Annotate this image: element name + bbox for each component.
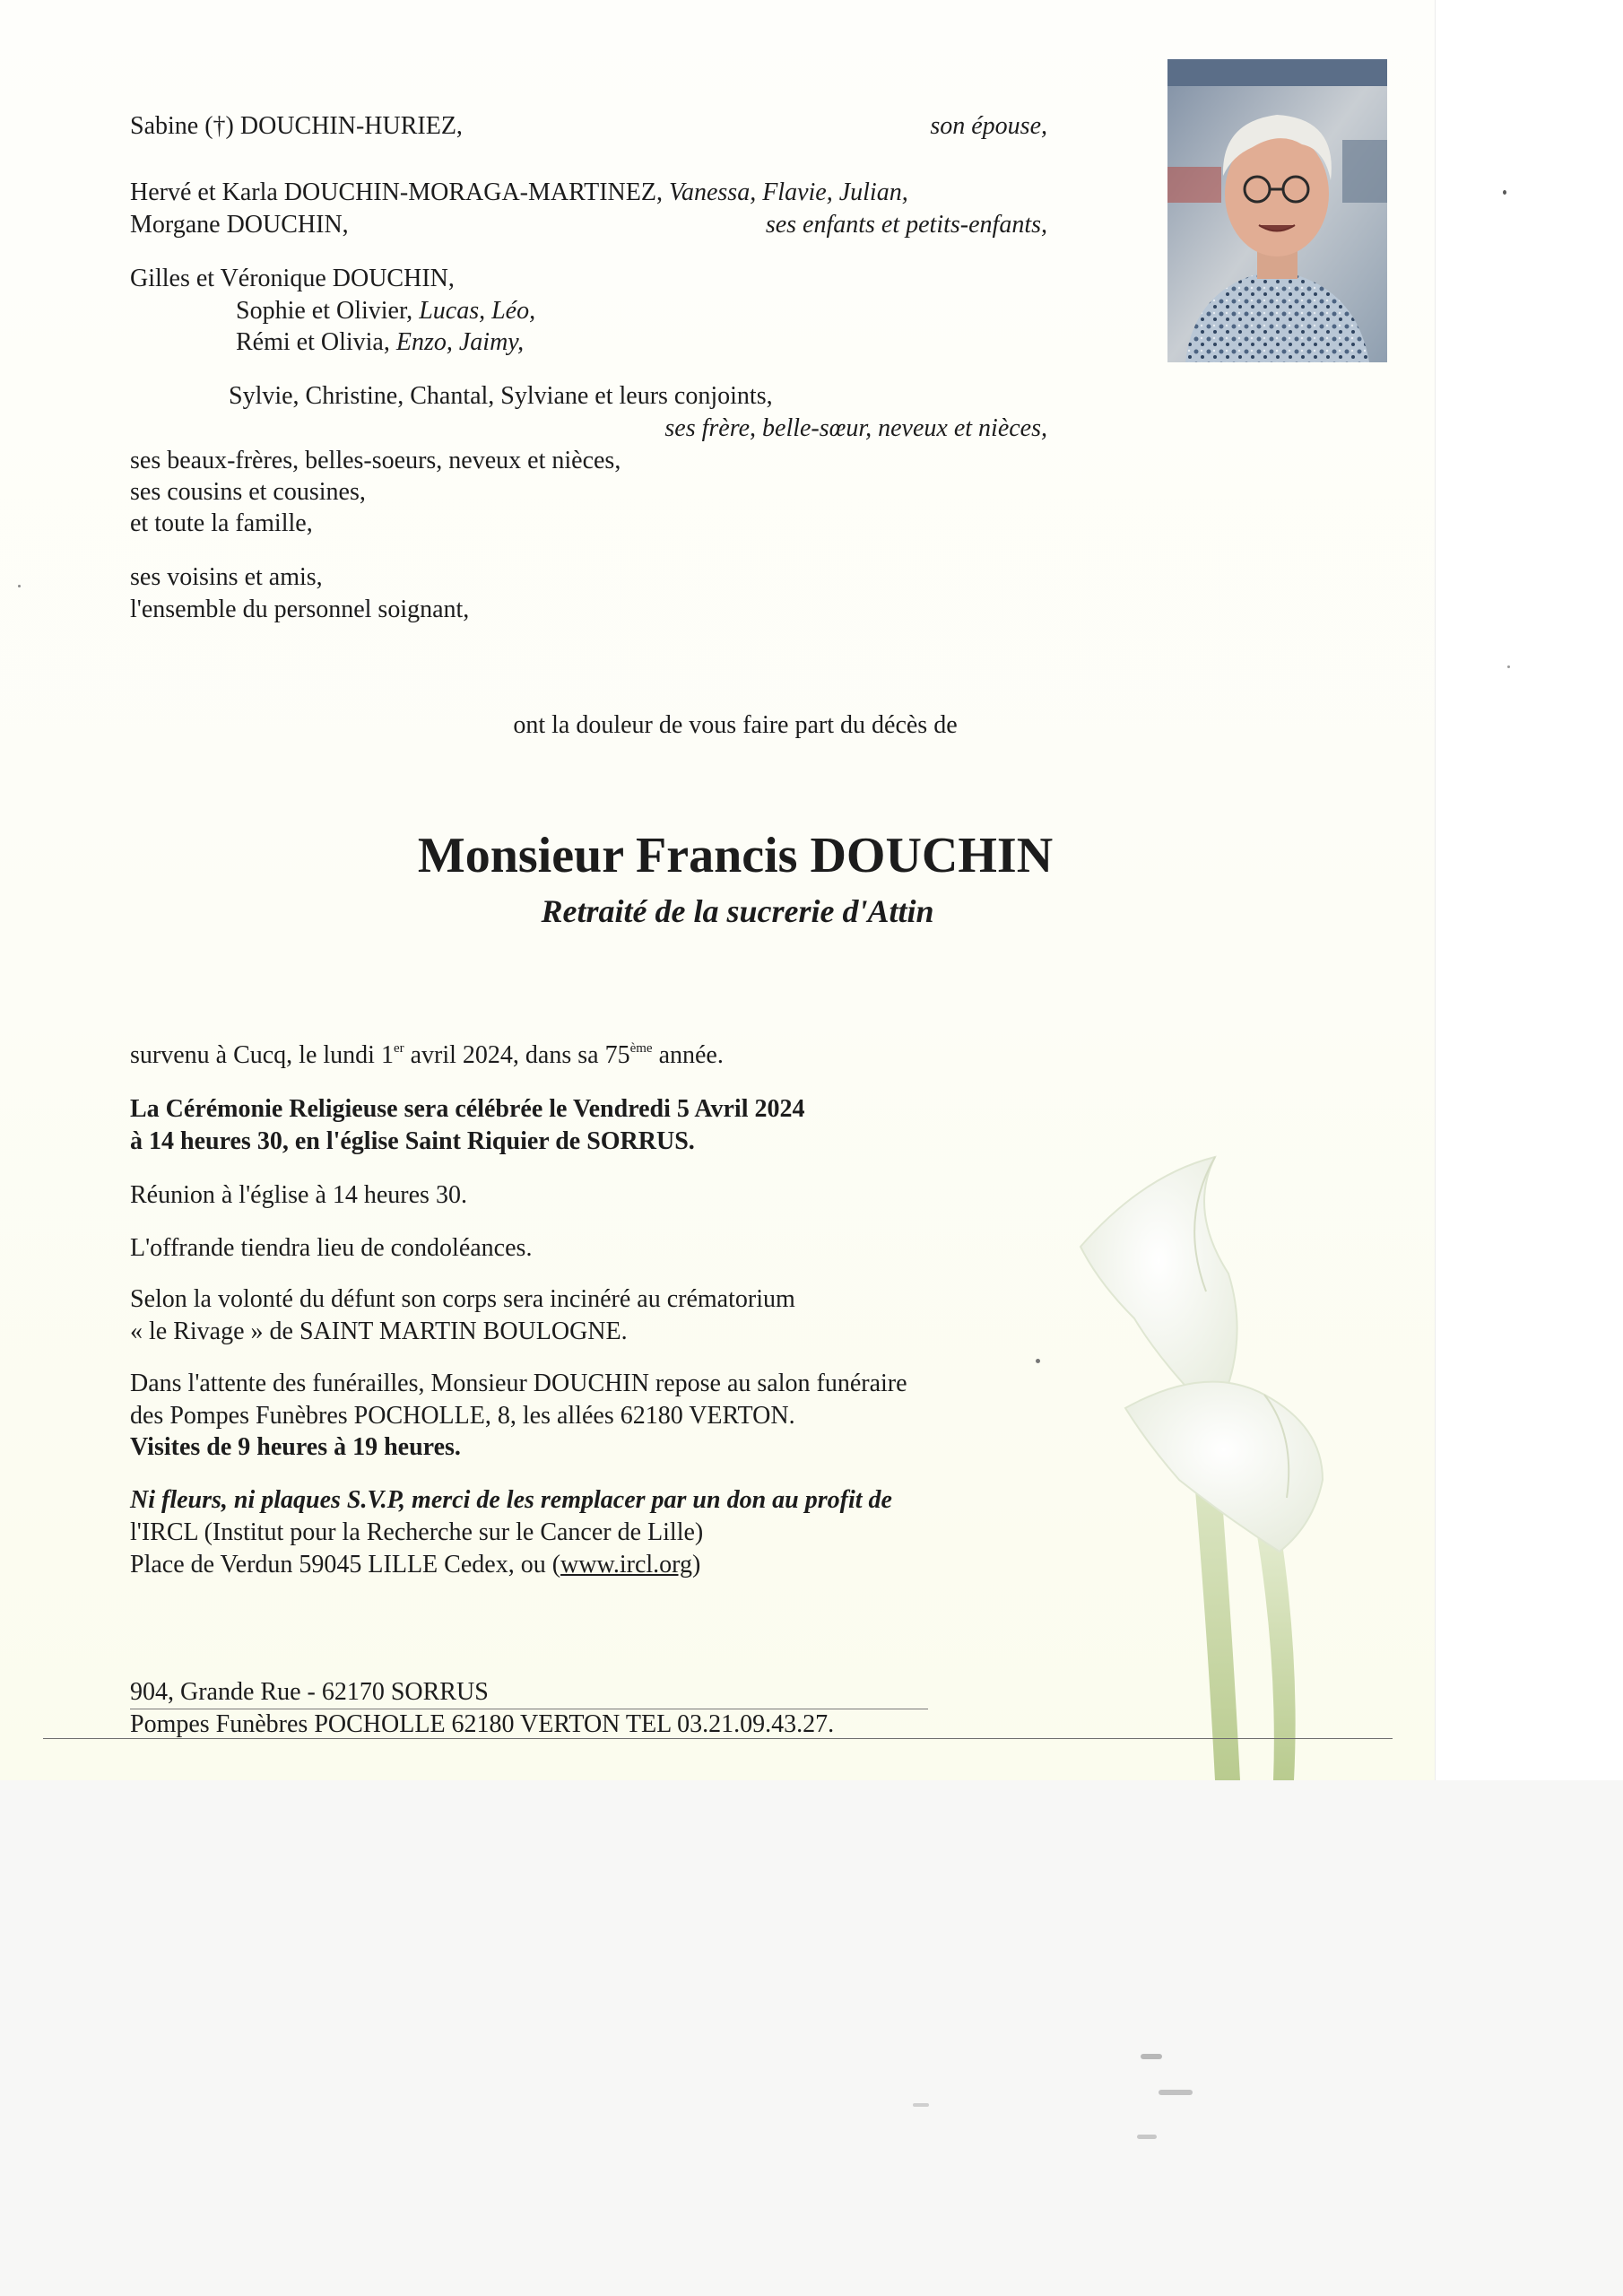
deceased-name: Monsieur Francis DOUCHIN: [417, 828, 1054, 883]
nephew-line-1: [236, 296, 535, 326]
sisters-line: Sylvie, Christine, Chantal, Sylviane et leurs conjoints,: [229, 382, 773, 410]
meeting-line: Réunion à l'église à 14 heures 30.: [130, 1181, 467, 1209]
scan-speck: [18, 585, 21, 587]
scan-speck: [1137, 2135, 1157, 2139]
footer-funeral-home: Pompes Funèbres POCHOLLE 62180 VERTON TEL 03.21.09.43.27.: [130, 1710, 835, 1738]
scan-speck: [913, 2103, 929, 2107]
scan-speck: [1141, 2054, 1162, 2059]
ceremony-line-2: à 14 heures 30, en l'église Saint Riquier de SORRUS.: [130, 1127, 695, 1155]
scan-speck: [1507, 665, 1510, 668]
announcement-text: ont la douleur de vous faire part du décès de: [513, 711, 958, 739]
donation-address: Place de Verdun 59045 LILLE Cedex, ou (: [130, 1551, 561, 1578]
calla-lily-illustration: [1072, 1139, 1394, 1780]
children-names: Hervé et Karla DOUCHIN-MORAGA-MARTINEZ,: [130, 178, 663, 206]
death-notice-middle: avril 2024, dans sa 75: [404, 1041, 630, 1069]
children-role: ses enfants et petits-enfants,: [765, 211, 1047, 239]
death-notice: [130, 1040, 724, 1071]
deceased-title: Retraité de la sucrerie d'Attin: [541, 893, 934, 929]
nephew-kids-2: Enzo, Jaimy,: [395, 328, 525, 356]
death-notice-end: année.: [652, 1041, 724, 1069]
staff-line: l'ensemble du personnel soignant,: [130, 596, 470, 623]
offering-line: L'offrande tiendra lieu de condoléances.: [130, 1234, 533, 1262]
spouse-role: son épouse,: [930, 112, 1047, 140]
cousins-line: ses cousins et cousines,: [130, 478, 366, 506]
nephew-couple-1: Sophie et Olivier,: [236, 297, 413, 325]
grandchildren-names-1: Vanessa, Flavie, Julian,: [668, 178, 908, 206]
scan-speck: [1503, 190, 1506, 195]
scan-speck: [1036, 1359, 1040, 1363]
nephew-couple-2: Rémi et Olivia,: [236, 328, 390, 356]
visiting-hours: Visites de 9 heures à 19 heures.: [130, 1433, 461, 1461]
donation-line-2: l'IRCL (Institut pour la Recherche sur le Cancer de Lille): [130, 1518, 704, 1546]
donation-line-3: [130, 1550, 700, 1580]
page-margin-right: [1435, 0, 1623, 1780]
footer-divider: [43, 1738, 1393, 1739]
death-notice-start: survenu à Cucq, le lundi 1: [130, 1041, 394, 1069]
neighbours-line: ses voisins et amis,: [130, 563, 323, 591]
donation-closing-paren: ): [692, 1551, 701, 1578]
death-notice-day-suffix: er: [393, 1041, 404, 1056]
cremation-line-2: « le Rivage » de SAINT MARTIN BOULOGNE.: [130, 1318, 628, 1345]
portrait-photo: [1167, 59, 1387, 362]
footer-address: 904, Grande Rue - 62170 SORRUS: [130, 1678, 489, 1706]
scan-speck: [1159, 2090, 1193, 2095]
donation-line-1: Ni fleurs, ni plaques S.V.P, merci de les remplacer par un don au profit de: [130, 1486, 892, 1514]
cremation-line-1: Selon la volonté du défunt son corps sera incinéré au crématorium: [130, 1285, 795, 1313]
salon-line-2: des Pompes Funèbres POCHOLLE, 8, les allées 62180 VERTON.: [130, 1402, 795, 1430]
children-line1: [130, 178, 908, 208]
death-notice-age-suffix: ème: [629, 1041, 653, 1056]
ceremony-line-1: La Cérémonie Religieuse sera célébrée le Vendredi 5 Avril 2024: [130, 1095, 805, 1123]
children-line2: Morgane DOUCHIN,: [130, 211, 349, 239]
sisters-role: ses frère, belle-sœur, neveux et nièces,: [664, 414, 1047, 442]
blank-scan-area: [0, 1780, 1623, 2296]
nephew-line-2: [236, 327, 524, 358]
spouse-name: Sabine (†) DOUCHIN-HURIEZ,: [130, 112, 463, 140]
brother-line: Gilles et Véronique DOUCHIN,: [130, 265, 455, 292]
ircl-website-link[interactable]: www.ircl.org: [560, 1551, 693, 1578]
inlaws-line: ses beaux-frères, belles-soeurs, neveux et nièces,: [130, 447, 621, 474]
nephew-kids-1: Lucas, Léo,: [419, 297, 536, 325]
family-all-line: et toute la famille,: [130, 509, 313, 537]
salon-line-1: Dans l'attente des funérailles, Monsieur DOUCHIN repose au salon funéraire: [130, 1370, 907, 1397]
